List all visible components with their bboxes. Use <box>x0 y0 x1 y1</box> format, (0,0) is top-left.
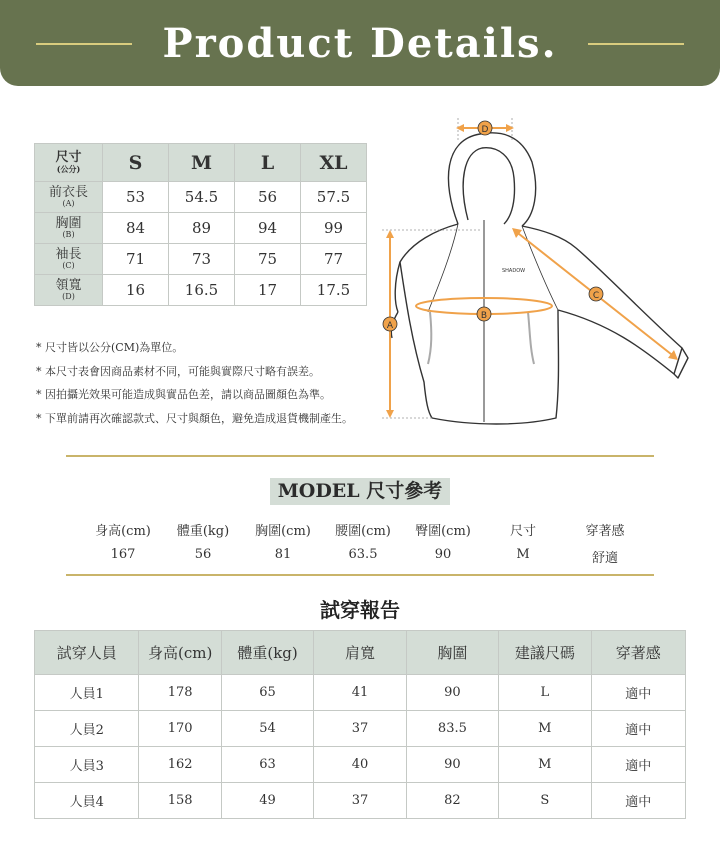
model-col <box>158 520 248 562</box>
report-cell: S <box>499 783 591 819</box>
measure-c-arrow <box>512 228 678 360</box>
report-col-header: 建議尺碼 <box>499 631 591 675</box>
report-cell: 54 <box>221 711 313 747</box>
measure-name: 前衣長 <box>48 184 88 200</box>
report-cell: 人員2 <box>35 711 139 747</box>
report-col-header: 體重(kg) <box>221 631 313 675</box>
measure-code: (C) <box>62 260 75 270</box>
size-col-header: S <box>103 144 169 182</box>
model-section-title: MODEL 尺寸參考 <box>270 478 450 505</box>
size-table-row <box>35 213 367 244</box>
report-cell: M <box>499 711 591 747</box>
divider-line <box>66 455 654 457</box>
report-cell: L <box>499 675 591 711</box>
marker-d-label: D <box>481 125 489 135</box>
size-cell: 54.5 <box>169 182 235 213</box>
brand-logo-icon: SHADOW <box>502 268 526 274</box>
model-col <box>478 520 568 562</box>
report-cell: 適中 <box>591 783 685 819</box>
size-cell: 75 <box>235 244 301 275</box>
size-cell: 56 <box>235 182 301 213</box>
size-cell: 73 <box>169 244 235 275</box>
size-cell: 16.5 <box>169 275 235 306</box>
report-cell: 65 <box>221 675 313 711</box>
size-table-row <box>35 182 367 213</box>
size-cell: 17.5 <box>301 275 367 306</box>
report-cell: 49 <box>221 783 313 819</box>
size-cell: 99 <box>301 213 367 244</box>
note-line: * 尺寸皆以公分(CM)為單位。 <box>36 341 184 354</box>
size-cell: 53 <box>103 182 169 213</box>
model-col-value: M <box>516 547 530 562</box>
marker-b-label: B <box>480 311 488 321</box>
report-cell: 40 <box>314 747 406 783</box>
size-row-label <box>35 213 103 244</box>
report-cell: 90 <box>406 747 498 783</box>
report-cell: 37 <box>314 783 406 819</box>
model-col-header: 身高(cm) <box>95 524 151 539</box>
report-cell: 41 <box>314 675 406 711</box>
size-table <box>34 143 367 306</box>
size-cell: 77 <box>301 244 367 275</box>
size-row-label <box>35 182 103 213</box>
report-col-header: 試穿人員 <box>35 631 139 675</box>
marker-c-label: C <box>592 291 600 301</box>
size-cell: 16 <box>103 275 169 306</box>
measure-d-arrow <box>456 118 514 142</box>
report-col-header: 身高(cm) <box>139 631 221 675</box>
report-cell: 158 <box>139 783 221 819</box>
size-notes <box>36 336 353 430</box>
size-cell: 89 <box>169 213 235 244</box>
size-col-header: L <box>235 144 301 182</box>
report-header-row <box>35 631 686 675</box>
report-cell: 適中 <box>591 675 685 711</box>
measure-a-arrow <box>382 230 482 418</box>
model-col-header: 體重(kg) <box>176 524 230 539</box>
report-cell: 63 <box>221 747 313 783</box>
model-col-value: 56 <box>194 547 212 562</box>
report-cell: 37 <box>314 711 406 747</box>
report-cell: 適中 <box>591 747 685 783</box>
size-row-label <box>35 244 103 275</box>
size-table-row <box>35 244 367 275</box>
page-title: Product Details. <box>162 20 558 67</box>
report-cell: 178 <box>139 675 221 711</box>
size-header-label: 尺寸 <box>55 150 82 165</box>
size-cell: 84 <box>103 213 169 244</box>
report-cell: 83.5 <box>406 711 498 747</box>
report-title: 試穿報告 <box>320 598 400 622</box>
measure-name: 袖長 <box>55 246 82 262</box>
jacket-measurement-diagram <box>372 112 692 428</box>
size-cell: 94 <box>235 213 301 244</box>
report-row <box>35 783 686 819</box>
model-col <box>318 520 408 562</box>
report-cell: 人員1 <box>35 675 139 711</box>
report-cell: 82 <box>406 783 498 819</box>
model-col <box>398 520 488 562</box>
report-row <box>35 747 686 783</box>
model-col <box>238 520 328 562</box>
model-col-header: 穿著感 <box>585 524 625 539</box>
model-col-header: 尺寸 <box>509 524 536 539</box>
size-cell: 17 <box>235 275 301 306</box>
report-row <box>35 711 686 747</box>
model-col-header: 臀圍(cm) <box>415 524 471 539</box>
report-cell: 人員4 <box>35 783 139 819</box>
report-cell: 162 <box>139 747 221 783</box>
model-col <box>78 520 168 562</box>
size-cell: 57.5 <box>301 182 367 213</box>
measure-code: (D) <box>62 291 75 301</box>
marker-a-label: A <box>386 321 394 331</box>
size-header-unit: (公分) <box>56 164 81 174</box>
note-line: * 下單前請再次確認款式、尺寸與顏色，避免造成退貨機制產生。 <box>36 411 353 425</box>
report-col-header: 胸圍 <box>406 631 498 675</box>
report-row <box>35 675 686 711</box>
size-col-header: XL <box>301 144 367 182</box>
model-col-value: 167 <box>110 547 136 562</box>
measure-name: 領寬 <box>55 277 82 293</box>
jacket-outline <box>391 133 688 424</box>
measure-name: 胸圍 <box>55 215 82 231</box>
size-cell: 71 <box>103 244 169 275</box>
size-row-label <box>35 275 103 306</box>
model-col-value: 90 <box>434 547 452 562</box>
model-col <box>560 520 650 566</box>
size-table-row <box>35 275 367 306</box>
divider-line <box>66 574 654 576</box>
measure-code: (A) <box>62 198 75 208</box>
model-col-header: 腰圍(cm) <box>335 524 391 539</box>
report-cell: 170 <box>139 711 221 747</box>
size-col-header: M <box>169 144 235 182</box>
header-banner <box>0 0 720 86</box>
model-col-header: 胸圍(cm) <box>255 524 311 539</box>
report-col-header: 肩寬 <box>314 631 406 675</box>
model-col-value: 63.5 <box>348 547 378 562</box>
note-line: * 本尺寸表會因商品素材不同，可能與實際尺寸略有誤差。 <box>36 364 320 378</box>
try-on-report-table <box>34 630 686 819</box>
measure-code: (B) <box>62 229 75 239</box>
report-cell: 人員3 <box>35 747 139 783</box>
size-table-corner-label <box>35 144 103 182</box>
report-cell: 90 <box>406 675 498 711</box>
report-cell: 適中 <box>591 711 685 747</box>
note-line: * 因拍攝光效果可能造成與實品色差，請以商品圖顏色為準。 <box>36 388 331 401</box>
model-col-value: 81 <box>274 547 292 562</box>
report-col-header: 穿著感 <box>591 631 685 675</box>
report-cell: M <box>499 747 591 783</box>
model-col-value: 舒適 <box>591 551 618 566</box>
size-table-header-row <box>35 144 367 182</box>
